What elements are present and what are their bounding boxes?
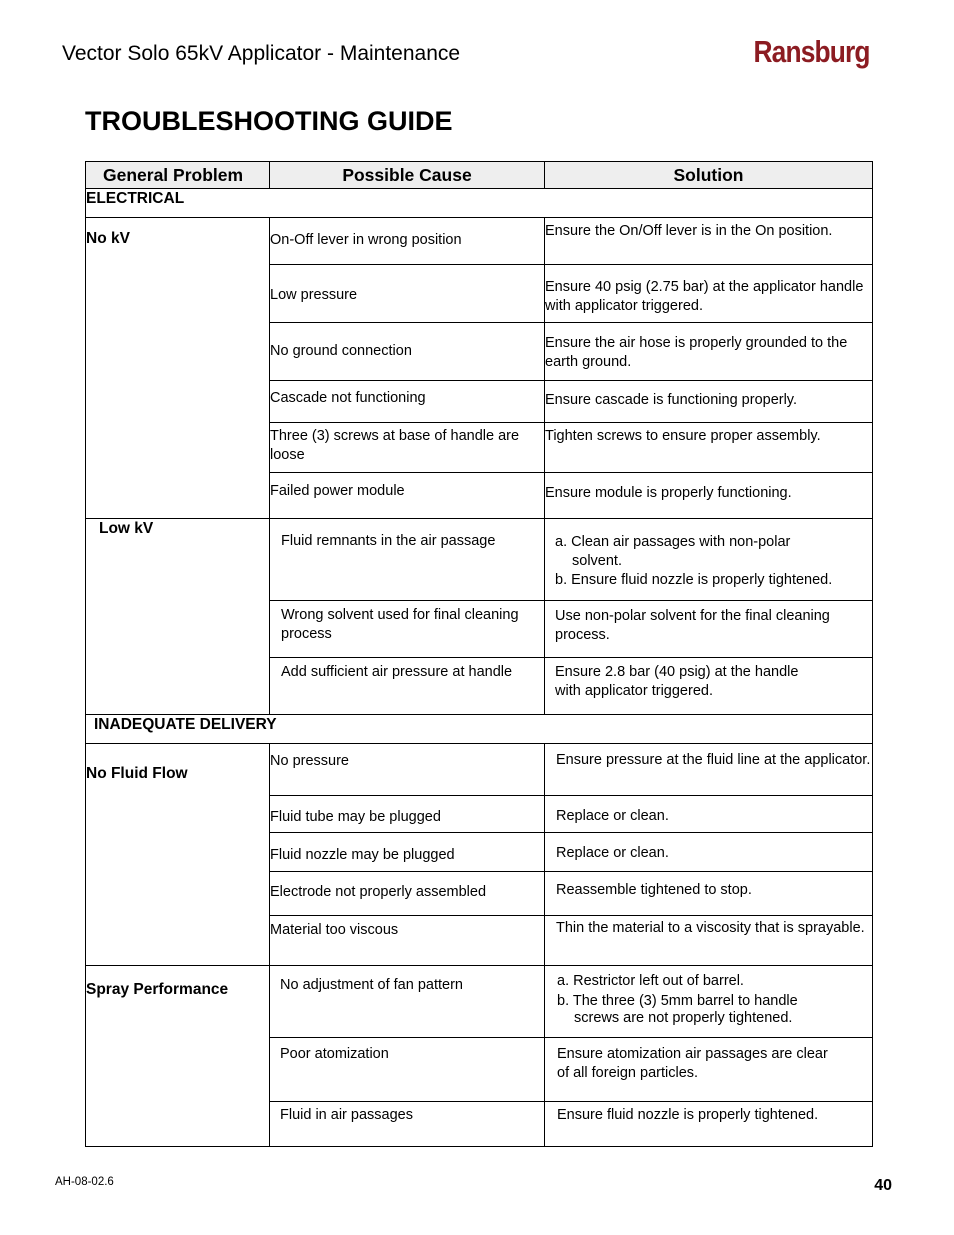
- section-electrical: ELECTRICAL: [86, 189, 873, 218]
- solution-line: solvent.: [572, 553, 622, 569]
- section-inadequate-delivery: INADEQUATE DELIVERY: [86, 715, 873, 744]
- page-title: TROUBLESHOOTING GUIDE: [85, 106, 453, 136]
- problem-low-kv: Low kV: [86, 519, 270, 715]
- solution-cell: Ensure pressure at the fluid line at the applicator.: [545, 744, 873, 796]
- solution-cell: Tighten screws to ensure proper assembly.: [545, 423, 873, 473]
- solution-cell: Use non-polar solvent for the final cleaning process.: [545, 601, 873, 658]
- cause-cell: Fluid remnants in the air passage: [270, 519, 545, 601]
- solution-cell: Replace or clean.: [545, 796, 873, 833]
- page-number: 40: [874, 1177, 892, 1194]
- solution-cell: Ensure 2.8 bar (40 psig) at the handle with applicator triggered.: [545, 658, 873, 715]
- solution-line: b. The three (3) 5mm barrel to handle: [557, 993, 798, 1009]
- cause-cell: Three (3) screws at base of handle are loose: [270, 423, 545, 473]
- solution-line: a. Restrictor left out of barrel.: [557, 973, 744, 989]
- solution-cell: [545, 966, 873, 1038]
- cause-cell: Cascade not functioning: [270, 381, 545, 423]
- solution-cell: Ensure the On/Off lever is in the On position.: [545, 218, 873, 265]
- table-header-row: [86, 162, 873, 189]
- document-id: AH-08-02.6: [55, 1176, 114, 1188]
- problem-no-kv: No kV: [86, 218, 270, 519]
- solution-cell: Reassemble tightened to stop.: [545, 872, 873, 916]
- solution-cell: Ensure the air hose is properly grounded to the earth ground.: [545, 323, 873, 381]
- table-row: [86, 519, 873, 601]
- problem-spray-performance: Spray Performance: [86, 966, 270, 1147]
- column-header-cause: Possible Cause: [270, 162, 545, 189]
- cause-cell: Low pressure: [270, 265, 545, 323]
- solution-cell: Ensure 40 psig (2.75 bar) at the applicator handle with applicator triggered.: [545, 265, 873, 323]
- cause-cell: No ground connection: [270, 323, 545, 381]
- solution-line: screws are not properly tightened.: [574, 1010, 793, 1026]
- solution-cell: [545, 519, 873, 601]
- brand-logo: Ransburg: [753, 34, 870, 69]
- cause-cell: Wrong solvent used for final cleaning process: [270, 601, 545, 658]
- column-header-solution: Solution: [545, 162, 873, 189]
- table-row: [86, 966, 873, 1038]
- table-row: [86, 744, 873, 796]
- solution-cell: Ensure cascade is functioning properly.: [545, 381, 873, 423]
- cause-cell: No pressure: [270, 744, 545, 796]
- document-header-title: Vector Solo 65kV Applicator - Maintenance: [62, 42, 461, 65]
- solution-cell: Ensure atomization air passages are clear of all foreign particles.: [545, 1038, 873, 1102]
- cause-cell: Failed power module: [270, 473, 545, 519]
- cause-cell: Fluid nozzle may be plugged: [270, 833, 545, 872]
- cause-cell: Add sufficient air pressure at handle: [270, 658, 545, 715]
- cause-cell: On-Off lever in wrong position: [270, 218, 545, 265]
- solution-cell: Ensure fluid nozzle is properly tightened.: [545, 1102, 873, 1147]
- cause-cell: Fluid in air passages: [270, 1102, 545, 1147]
- cause-cell: Poor atomization: [270, 1038, 545, 1102]
- troubleshooting-table: [85, 161, 873, 1147]
- cause-cell: Electrode not properly assembled: [270, 872, 545, 916]
- column-header-problem: General Problem: [86, 162, 270, 189]
- problem-no-fluid-flow: No Fluid Flow: [86, 744, 270, 966]
- table-row: [86, 218, 873, 265]
- cause-cell: Material too viscous: [270, 916, 545, 966]
- cause-cell: Fluid tube may be plugged: [270, 796, 545, 833]
- cause-cell: No adjustment of fan pattern: [270, 966, 545, 1038]
- solution-cell: Thin the material to a viscosity that is sprayable.: [545, 916, 873, 966]
- solution-line: b. Ensure fluid nozzle is properly tightened.: [555, 572, 833, 588]
- solution-cell: Ensure module is properly functioning.: [545, 473, 873, 519]
- solution-line: a. Clean air passages with non-polar: [555, 534, 791, 550]
- solution-cell: Replace or clean.: [545, 833, 873, 872]
